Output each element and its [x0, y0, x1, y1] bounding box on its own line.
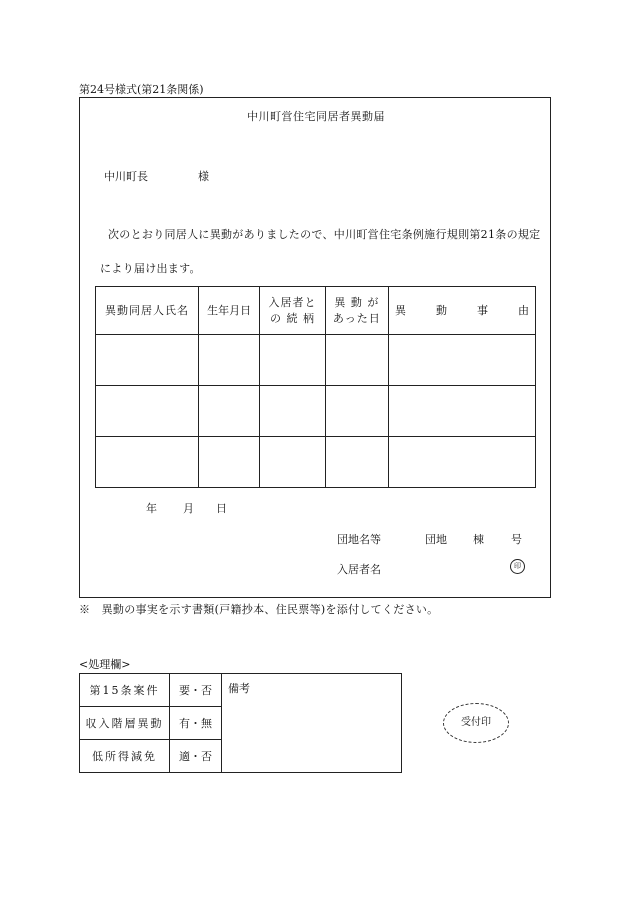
header-reason	[389, 287, 536, 335]
notification-form	[79, 97, 551, 598]
form-number: 第24号様式(第21条関係)	[79, 83, 204, 96]
change-date-cell[interactable]	[325, 437, 388, 488]
submission-date	[146, 500, 227, 516]
header-reason-char: 動	[436, 303, 448, 317]
table-header-row	[96, 287, 536, 335]
name-cell[interactable]	[96, 386, 199, 437]
addressee-name: 中川町長	[104, 170, 148, 183]
header-relation	[260, 287, 325, 335]
attachment-note: ※ 異動の事実を示す書類(戸籍抄本、住民票等)を添付してください。	[79, 603, 439, 616]
table-row	[80, 674, 402, 707]
processing-choice: 有・無	[170, 707, 222, 740]
addressee-honorific: 様	[198, 170, 209, 183]
remarks-cell[interactable]	[222, 674, 402, 773]
seal-icon: 印	[510, 559, 525, 574]
estate-label: 団地名等	[337, 533, 381, 546]
processing-item: 低所得減免	[80, 740, 170, 773]
processing-item: 第15条案件	[80, 674, 170, 707]
date-month-label: 月	[183, 502, 194, 515]
form-title: 中川町営住宅同居者異動届	[247, 110, 385, 123]
table-row	[96, 386, 536, 437]
relation-cell[interactable]	[260, 335, 325, 386]
header-change-date	[325, 287, 388, 335]
estate-unit: 団地	[425, 533, 447, 546]
reason-cell[interactable]	[389, 386, 536, 437]
date-day-label: 日	[216, 502, 227, 515]
header-birth-date: 生年月日	[198, 287, 259, 335]
table-row	[96, 335, 536, 386]
resident-label: 入居者名	[337, 563, 381, 576]
header-change-date-bottom: あった日	[332, 311, 381, 325]
date-year-label: 年	[146, 502, 157, 515]
estate-line	[337, 531, 522, 547]
header-reason-char: 異	[395, 303, 407, 317]
processing-item: 収入階層異動	[80, 707, 170, 740]
reason-cell[interactable]	[389, 335, 536, 386]
reception-stamp: 受付印	[443, 703, 509, 743]
change-date-cell[interactable]	[325, 335, 388, 386]
change-date-cell[interactable]	[325, 386, 388, 437]
body-text-line-1: 次のとおり同居人に異動がありましたので、中川町営住宅条例施行規則第21条の規定	[108, 228, 541, 241]
relation-cell[interactable]	[260, 386, 325, 437]
reason-cell[interactable]	[389, 437, 536, 488]
processing-table	[79, 673, 402, 773]
number-unit: 号	[511, 533, 522, 546]
resident-line	[337, 561, 381, 577]
addressee	[104, 168, 209, 184]
processing-label: <処理欄>	[79, 658, 131, 671]
change-table	[95, 286, 536, 488]
birth-cell[interactable]	[198, 386, 259, 437]
relation-cell[interactable]	[260, 437, 325, 488]
name-cell[interactable]	[96, 335, 199, 386]
remarks-label: 備考	[228, 682, 250, 695]
header-relation-bottom: の 続 柄	[269, 311, 315, 325]
header-reason-char: 事	[477, 303, 489, 317]
name-cell[interactable]	[96, 437, 199, 488]
processing-choice: 要・否	[170, 674, 222, 707]
birth-cell[interactable]	[198, 437, 259, 488]
header-reason-char: 由	[518, 303, 529, 317]
body-text-line-2: により届け出ます。	[100, 262, 201, 275]
processing-choice: 適・否	[170, 740, 222, 773]
building-unit: 棟	[473, 533, 484, 546]
header-name: 異動同居人氏名	[96, 287, 199, 335]
header-change-date-top: 異 動 が	[334, 295, 380, 309]
birth-cell[interactable]	[198, 335, 259, 386]
table-row	[96, 437, 536, 488]
header-relation-top: 入居者と	[268, 295, 317, 309]
